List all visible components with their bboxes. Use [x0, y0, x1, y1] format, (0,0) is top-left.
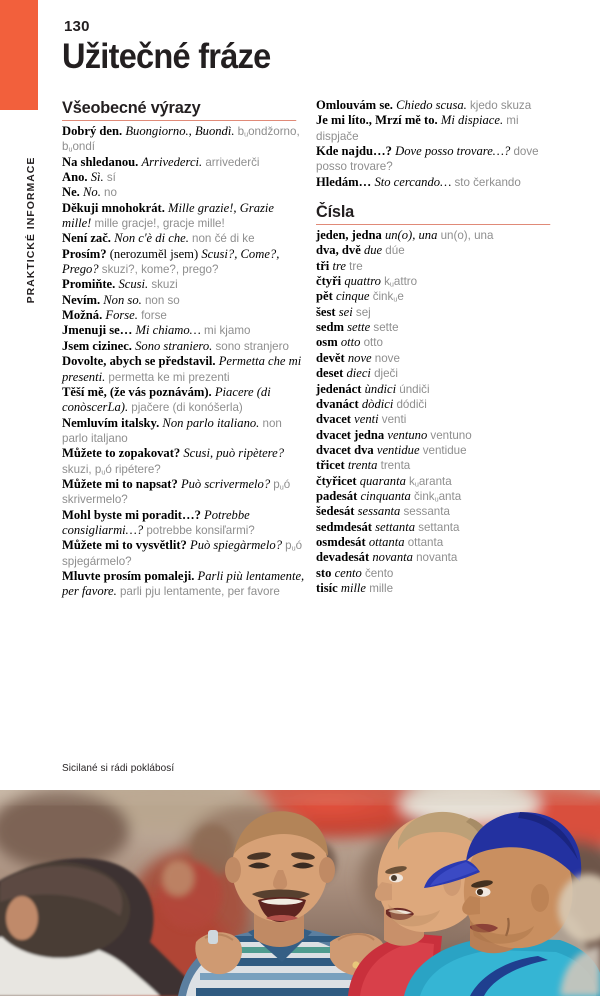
phrase-entry	[62, 446, 306, 477]
phrase-pronunciation: no	[104, 186, 117, 200]
left-column	[62, 98, 306, 600]
phrase-italian: Dove posso trovare…?	[395, 144, 511, 159]
phrase-italian: Mi dispiace.	[440, 113, 504, 128]
phrase-note: (nerozuměl jsem)	[109, 246, 199, 261]
phrase-czech: Těší mě, (že vás poznávám).	[62, 384, 212, 399]
phrase-italian: quattro	[344, 274, 381, 289]
phrase-czech: Můžete to zopakovat?	[62, 446, 181, 461]
phrase-pronunciation: čento	[365, 566, 394, 580]
phrase-entry	[62, 569, 306, 600]
phrase-entry	[316, 98, 560, 113]
running-head: PRAKTICKÉ INFORMACE	[25, 156, 37, 304]
section-title-general: Všeobecné výrazy	[62, 98, 296, 121]
entry-list-general	[62, 124, 306, 600]
phrase-pronunciation: un(o), una	[440, 229, 494, 243]
phrase-czech: dvanáct	[316, 396, 359, 411]
phrase-italian: No.	[83, 185, 101, 200]
phrase-italian: sei	[338, 304, 353, 319]
phrase-italian: cinquanta	[360, 488, 411, 503]
phrase-pronunciation: venti	[381, 413, 407, 427]
phrase-czech: Není zač.	[62, 231, 111, 246]
phrase-entry	[316, 566, 560, 581]
phrase-italian: Permetta che mi presenti.	[62, 354, 302, 384]
phrase-entry	[62, 231, 306, 246]
phrase-entry	[316, 320, 560, 335]
phrase-czech: jedenáct	[316, 381, 362, 396]
phrase-entry	[316, 274, 560, 289]
page-number: 130	[64, 18, 90, 35]
phrase-czech: sto	[316, 565, 332, 580]
phrase-pronunciation: skuzi	[151, 278, 178, 292]
phrase-pronunciation: non čé di ke	[192, 232, 255, 246]
phrase-pronunciation: dječi	[374, 367, 398, 381]
phrase-entry	[62, 201, 306, 232]
phrase-czech: Děkuji mnohokrát.	[62, 200, 165, 215]
phrase-pronunciation: mi kjamo	[204, 324, 251, 338]
phrase-italian: ùndici	[364, 381, 397, 396]
phrase-czech: Dovolte, abych se představil.	[62, 354, 216, 369]
phrase-pronunciation: $k_uaranta$	[409, 474, 452, 489]
phrase-czech: šest	[316, 304, 336, 319]
phrase-italian: nove	[347, 350, 372, 365]
phrase-czech: Ne.	[62, 185, 80, 200]
phrase-pronunciation: ottanta	[407, 535, 444, 549]
phrase-italian: Potrebbe consigliarmi…?	[62, 507, 250, 537]
phrase-czech: Jmenuji se…	[62, 323, 133, 338]
phrase-czech: Ano.	[62, 170, 88, 185]
phrase-pronunciation: dódiči	[396, 397, 427, 411]
phrase-entry	[316, 335, 560, 350]
phrase-italian: due	[363, 243, 383, 258]
phrase-czech: Omlouvám se.	[316, 98, 393, 112]
phrase-italian: quaranta	[359, 473, 406, 488]
phrase-italian: Scusi, può ripètere?	[183, 446, 284, 461]
phrase-entry	[316, 581, 560, 596]
phrase-pronunciation: ventuno	[430, 428, 472, 442]
phrase-czech: devět	[316, 350, 345, 365]
phrase-entry	[62, 538, 306, 569]
phrase-entry	[62, 277, 306, 292]
phrase-pronunciation: sto čerkando	[454, 175, 521, 189]
phrase-czech: Kde najdu…?	[316, 144, 392, 159]
phrase-czech: deset	[316, 366, 344, 381]
phrase-entry	[316, 305, 560, 320]
phrase-italian: Può scrivermelo?	[180, 476, 271, 491]
phrase-italian: Sto cercando…	[374, 174, 452, 189]
phrase-entry	[316, 458, 560, 473]
phrase-pronunciation: ventidue	[422, 443, 467, 457]
phrase-entry	[62, 354, 306, 385]
phrase-pronunciation: non parlo italjano	[62, 416, 282, 445]
phrase-czech: Mluvte prosím pomaleji.	[62, 568, 195, 583]
phrase-pronunciation: dove posso trovare?	[316, 145, 539, 174]
phrase-italian: settanta	[375, 519, 416, 534]
phrase-entry	[62, 308, 306, 323]
phrase-pronunciation: sette	[373, 321, 399, 335]
phrase-italian: Scusi?, Come?, Prego?	[62, 246, 280, 277]
phrase-italian: ventidue	[376, 442, 420, 457]
phrase-italian: tre	[332, 258, 346, 273]
phrase-pronunciation: $p_uó$ skrivermelo?	[62, 477, 291, 507]
phrase-czech: Promiňte.	[62, 277, 116, 292]
phrase-pronunciation: skuzi, $p_uó$ ripétere?	[62, 462, 161, 477]
phrase-czech: třicet	[316, 458, 345, 473]
phrase-czech: tři	[316, 258, 330, 273]
phrase-pronunciation: sej	[355, 305, 371, 319]
phrase-czech: dvacet	[316, 412, 351, 427]
phrase-entry	[62, 155, 306, 170]
phrase-italian: Mi chiamo…	[135, 323, 201, 338]
phrase-czech: Jsem cizinec.	[62, 338, 132, 353]
phrase-czech: Můžete mi to vysvětlit?	[62, 538, 187, 553]
phrase-pronunciation: $b_uondžorno$, $b_uondí$	[62, 125, 300, 154]
phrase-italian: ventuno	[387, 427, 428, 442]
phrase-pronunciation: sí	[106, 171, 116, 185]
phrase-czech: dvacet dva	[316, 442, 374, 457]
phrase-italian: Chiedo scusa.	[396, 98, 467, 112]
phrase-italian: Sono straniero.	[135, 338, 213, 353]
phrase-czech: devadesát	[316, 550, 370, 565]
phrase-entry	[62, 339, 306, 354]
phrase-entry	[316, 443, 560, 458]
page-title: Užitečné fráze	[62, 37, 271, 76]
phrase-entry	[62, 170, 306, 185]
phrase-pronunciation: forse	[141, 309, 167, 323]
phrase-czech: Na shledanou.	[62, 154, 139, 169]
phrase-italian: cento	[334, 565, 362, 580]
accent-corner-block	[0, 0, 38, 110]
phrase-entry	[62, 385, 306, 416]
phrase-pronunciation: arrivederči	[205, 155, 260, 169]
phrase-entry	[316, 397, 560, 412]
phrase-italian: ottanta	[368, 534, 405, 549]
phrase-italian: Può spiegàrmelo?	[190, 538, 282, 553]
phrase-entry	[316, 412, 560, 427]
phrase-pronunciation: settanta	[418, 520, 460, 534]
section-title-numbers: Čísla	[316, 202, 550, 225]
phrase-entry	[316, 144, 560, 175]
photograph-sicilian-men-talking	[0, 790, 600, 996]
phrase-czech: sedmdesát	[316, 519, 372, 534]
phrase-entry	[316, 366, 560, 381]
phrase-pronunciation: skuzi?, kome?, prego?	[101, 263, 219, 277]
phrase-entry	[62, 416, 306, 447]
phrase-pronunciation: mille gracje!, gracje mille!	[94, 217, 225, 231]
phrase-pronunciation: novanta	[416, 551, 458, 565]
phrase-czech: Nevím.	[62, 292, 101, 307]
phrase-italian: Non parlo italiano.	[162, 415, 260, 430]
phrase-italian: sessanta	[357, 504, 401, 519]
phrase-czech: čtyřicet	[316, 473, 357, 488]
phrase-italian: Non c'è di che.	[114, 231, 189, 246]
phrase-czech: Nemluvím italsky.	[62, 415, 160, 430]
phrase-pronunciation: permetta ke mi prezenti	[108, 370, 230, 384]
phrase-italian: venti	[354, 412, 379, 427]
phrase-pronunciation: parli pju lentamente, per favore	[119, 585, 280, 599]
phrase-entry	[316, 520, 560, 535]
phrase-pronunciation: trenta	[380, 459, 411, 473]
phrase-italian: dieci	[346, 366, 371, 381]
phrase-italian: sette	[347, 320, 371, 335]
phrase-czech: Možná.	[62, 308, 103, 323]
phrase-pronunciation: čink$_u$anta	[413, 489, 462, 504]
phrase-pronunciation: potrebbe konsiľarmi?	[146, 523, 255, 537]
phrase-entry	[62, 247, 306, 278]
phrase-czech: Hledám…	[316, 174, 372, 189]
phrase-italian: Non so.	[103, 292, 142, 307]
photo-caption: Sicilané si rádi poklábosí	[62, 762, 175, 774]
phrase-entry	[316, 351, 560, 366]
phrase-entry	[316, 175, 560, 190]
phrase-italian: Piacere (di conòscerLa).	[62, 384, 271, 415]
phrase-italian: trenta	[347, 458, 378, 473]
phrase-pronunciation: úndiči	[399, 382, 430, 396]
phrase-entry	[316, 382, 560, 397]
phrase-pronunciation: otto	[363, 336, 383, 350]
phrase-pronunciation: kjedo skuza	[469, 99, 532, 112]
phrase-entry	[316, 535, 560, 550]
phrase-czech: šedesát	[316, 504, 355, 519]
phrase-czech: padesát	[316, 488, 358, 503]
entry-list-numbers	[316, 228, 560, 596]
phrase-pronunciation: $k_uattro$	[384, 275, 418, 289]
phrase-pronunciation: mille	[369, 581, 394, 595]
phrase-czech: tisíc	[316, 580, 338, 595]
phrase-czech: osm	[316, 335, 338, 350]
phrase-czech: Můžete mi to napsat?	[62, 476, 178, 491]
phrase-italian: Arrivederci.	[141, 154, 203, 169]
phrase-entry	[316, 474, 560, 489]
phrase-czech: sedm	[316, 320, 344, 335]
phrase-italian: cinque	[335, 289, 370, 304]
phrase-czech: Je mi líto., Mrzí mě to.	[316, 113, 438, 128]
phrase-pronunciation: mi dispjače	[316, 114, 519, 143]
phrase-pronunciation: nove	[374, 351, 400, 365]
phrase-entry	[62, 477, 306, 508]
phrase-entry	[316, 504, 560, 519]
phrase-pronunciation: tre	[349, 259, 363, 273]
phrase-czech: čtyři	[316, 274, 342, 289]
phrase-pronunciation: dúe	[385, 244, 405, 258]
phrase-pronunciation: sessanta	[403, 505, 450, 519]
phrase-czech: pět	[316, 289, 333, 304]
phrase-entry	[316, 243, 560, 258]
phrase-italian: Forse.	[105, 308, 138, 323]
phrase-italian: mille	[340, 580, 367, 595]
phrase-czech: Dobrý den.	[62, 124, 123, 138]
phrase-czech: jeden, jedna	[316, 228, 382, 243]
phrase-italian: Scusi.	[118, 277, 149, 292]
phrase-czech: osmdesát	[316, 534, 366, 549]
entry-list-general-continued	[316, 98, 560, 190]
phrase-entry	[316, 113, 560, 144]
phrase-czech: Prosím?	[62, 246, 107, 261]
text-columns	[0, 98, 600, 748]
phrase-italian: dòdici	[361, 396, 394, 411]
phrase-italian: un(o), una	[384, 228, 438, 243]
phrase-italian: Buongiorno., Buondì.	[125, 124, 235, 138]
phrase-italian: novanta	[372, 550, 413, 565]
phrase-italian: Sì.	[90, 170, 104, 185]
phrase-pronunciation: čink$_u$e	[372, 290, 404, 305]
phrase-entry	[316, 289, 560, 304]
phrase-entry	[316, 259, 560, 274]
phrase-czech: dva, dvě	[316, 243, 361, 258]
phrase-entry	[62, 124, 306, 155]
phrase-entry	[62, 185, 306, 200]
phrase-entry	[316, 550, 560, 565]
phrase-entry	[62, 293, 306, 308]
phrase-pronunciation: non so	[144, 293, 180, 307]
phrase-entry	[316, 428, 560, 443]
right-column	[316, 98, 560, 596]
phrase-czech: Mohl byste mi poradit…?	[62, 507, 201, 522]
phrase-italian: Mille grazie!, Grazie mille!	[62, 200, 274, 231]
phrase-entry	[62, 508, 306, 539]
phrase-pronunciation: $p_uó$ spjegármelo?	[62, 539, 303, 568]
phrase-italian: otto	[340, 335, 361, 350]
phrase-pronunciation: sono stranjero	[215, 339, 289, 353]
phrase-italian: Parli più lentamente, per favore.	[62, 568, 305, 599]
phrase-entry	[316, 228, 560, 243]
phrase-pronunciation: pjačere (di konóšerla)	[131, 401, 243, 415]
phrase-entry	[62, 323, 306, 338]
phrase-czech: dvacet jedna	[316, 427, 385, 442]
phrase-entry	[316, 489, 560, 504]
